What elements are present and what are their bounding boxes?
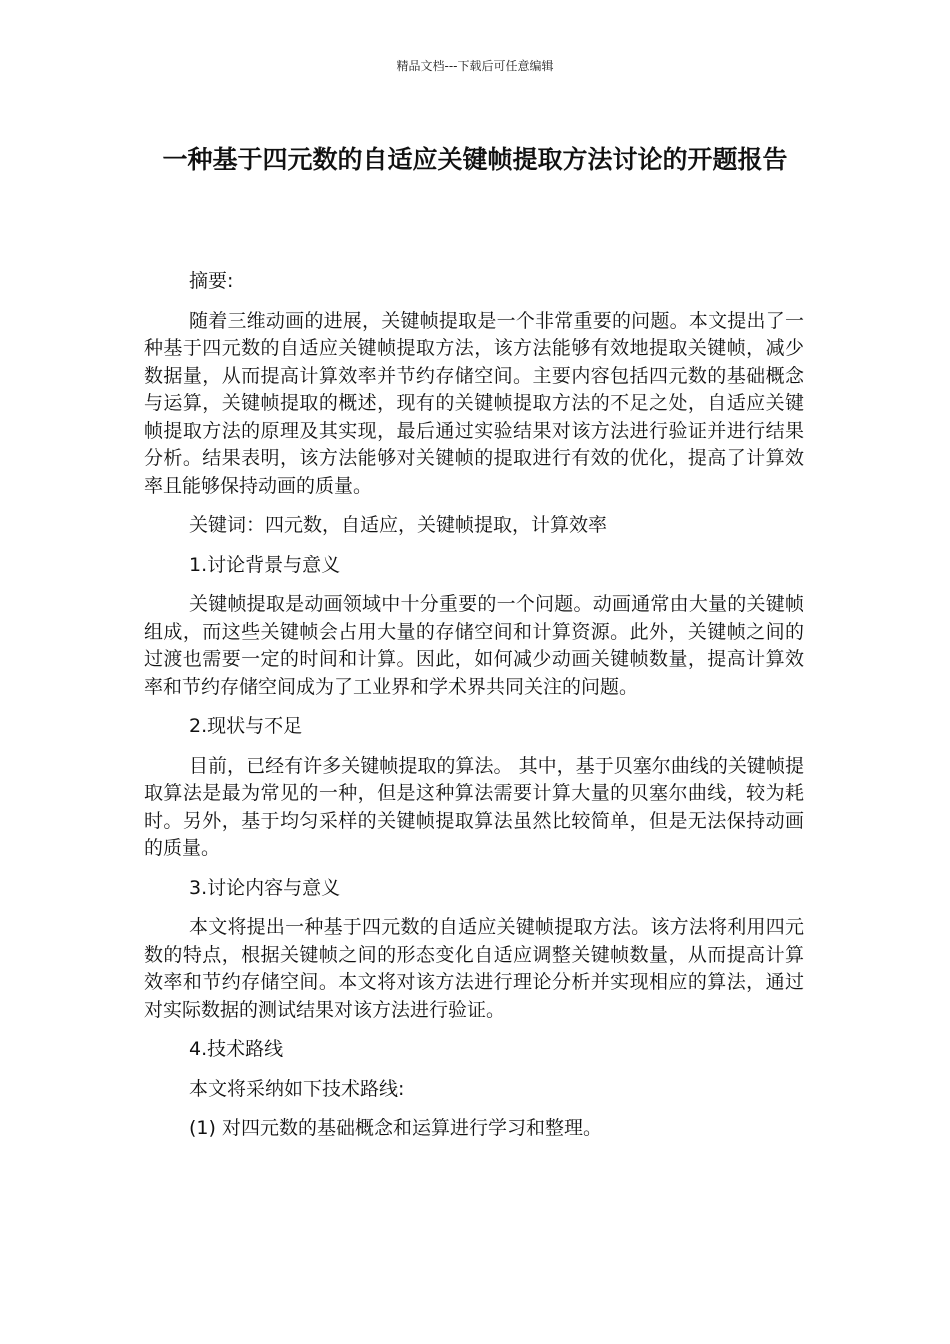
document-title: 一种基于四元数的自适应关键帧提取方法讨论的开题报告 [162,145,788,174]
document-body [144,268,804,1155]
abstract-label: 摘要: [189,270,234,292]
section-heading-3: 3.讨论内容与意义 [189,876,341,899]
abstract-paragraph: 随着三维动画的进展，关键帧提取是一个非常重要的问题。本文提出了一种基于四元数的自适应关键帧提取方法，该方法能够有效地提取关键帧，减少数据量，从而提高计算效率并节约存储空间。主要内容包括四元数的基础概念与运算，关键帧提取的概述，现有的关键帧提取方法的不足之处，自适应关键帧提取方法的原理及其实现，最后通过实验结果对该方法进行验证并进行结果分析。结果表明，该方法能够对关键帧的提取进行有效的优化，提高了计算效率且能够保持动画的质量。 [144,309,804,497]
section-paragraph-3: 本文将提出一种基于四元数的自适应关键帧提取方法。该方法将利用四元数的特点，根据关键帧之间的形态变化自适应调整关键帧数量，从而提高计算效率和节约存储空间。本文将对该方法进行理论分析并实现相应的算法，通过对实际数据的测试结果对该方法进行验证。 [144,916,804,1021]
section-paragraph-2: 目前，已经有许多关键帧提取的算法。 其中，基于贝塞尔曲线的关键帧提取算法是最为常见的一种，但是这种算法需要计算大量的贝塞尔曲线，较为耗时。另外，基于均匀采样的关键帧提取算法虽然比较简单，但是无法保持动画的质量。 [144,754,804,859]
section-heading-1: 1.讨论背景与意义 [189,553,341,576]
keywords-line: 关键词：四元数，自适应，关键帧提取，计算效率 [189,514,608,536]
section-heading-4: 4.技术路线 [189,1038,284,1060]
route-item-1: (1) 对四元数的基础概念和运算进行学习和整理。 [189,1117,602,1139]
section-paragraph-1: 关键帧提取是动画领域中十分重要的一个问题。动画通常由大量的关键帧组成，而这些关键帧会占用大量的存储空间和计算资源。此外，关键帧之间的过渡也需要一定的时间和计算。因此，如何减少动画关键帧数量，提高计算效率和节约存储空间成为了工业界和学术界共同关注的问题。 [144,593,804,698]
section-heading-2: 2.现状与不足 [189,715,303,737]
header-note: 精品文档---下载后可任意编辑 [396,59,554,73]
section-4-intro: 本文将采纳如下技术路线: [189,1077,405,1100]
